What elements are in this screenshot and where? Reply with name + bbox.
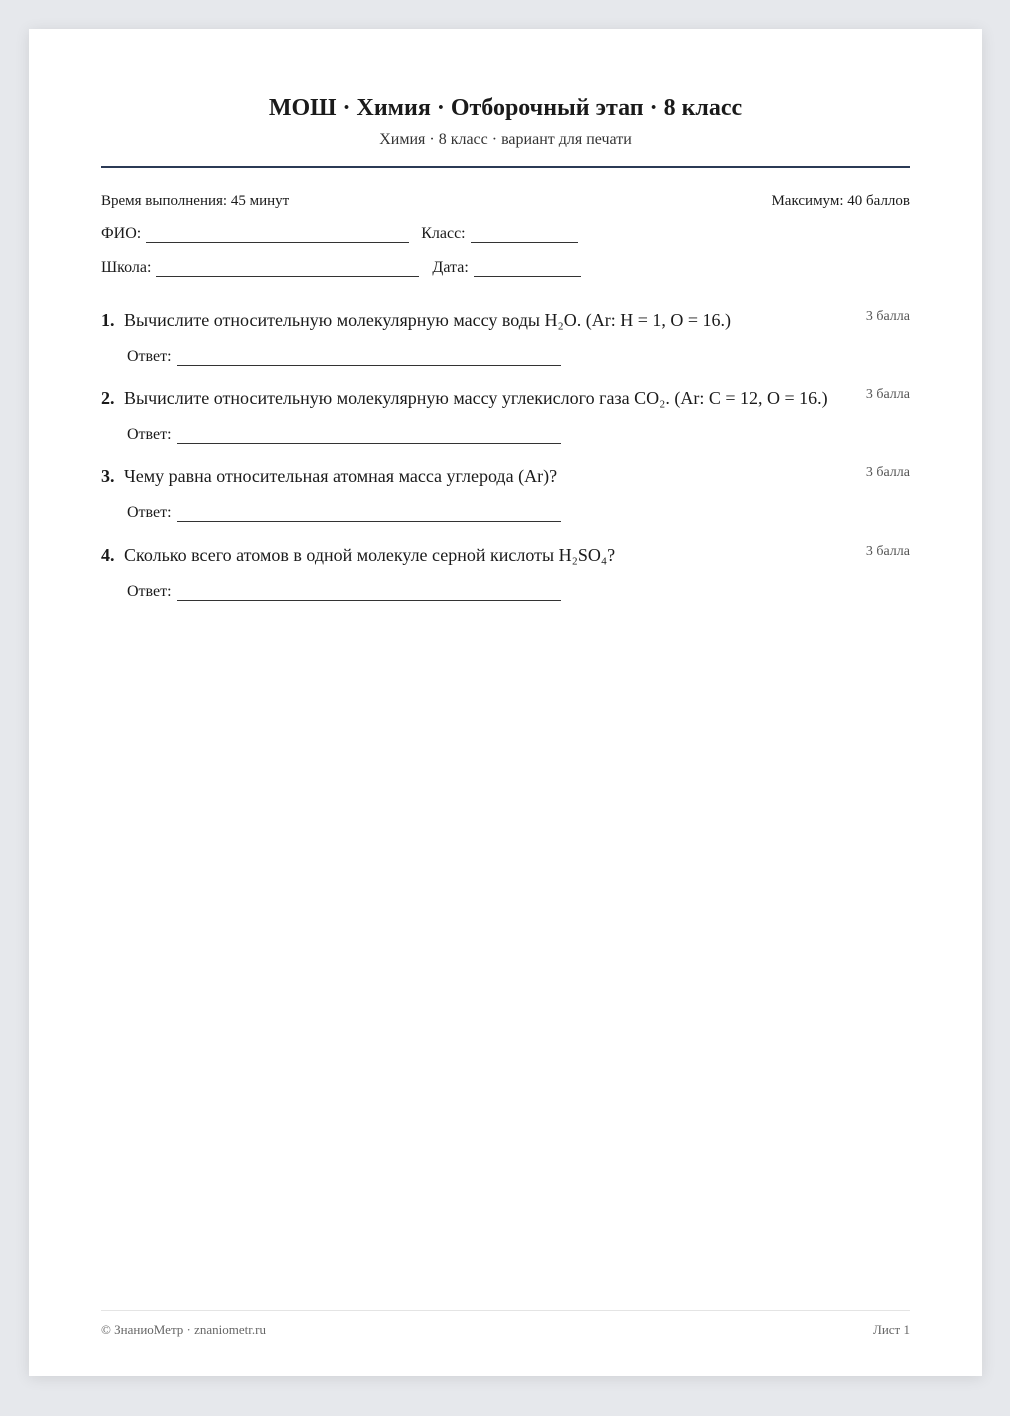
footer-divider: [101, 1310, 910, 1311]
question-points: 3 балла: [865, 465, 910, 480]
school-label: Школа:: [101, 259, 152, 276]
question-2: [101, 388, 910, 444]
answer-label: Ответ:: [127, 426, 172, 443]
question-number: 2.: [101, 388, 115, 408]
answer-field[interactable]: [177, 507, 561, 522]
class-label: Класс:: [421, 225, 466, 242]
answer-label: Ответ:: [127, 504, 172, 521]
question-text: Вычислите относительную молекулярную массу углекислого газа CO₂. (Ar: C = 12, O = 16.): [124, 388, 828, 408]
question-number: 4.: [101, 545, 115, 565]
question-points: 3 балла: [865, 309, 910, 324]
question-points: 3 балла: [865, 387, 910, 402]
question-text: Сколько всего атомов в одной молекуле серной кислоты H₂SO₄?: [124, 545, 616, 565]
question-number: 3.: [101, 466, 115, 486]
fio-field[interactable]: [146, 228, 409, 243]
date-label: Дата:: [432, 259, 469, 276]
fio-class-row: [101, 225, 578, 243]
document-sheet: [29, 29, 982, 1376]
question-4: [101, 545, 910, 601]
question-text: Чему равна относительная атомная масса углерода (Ar)?: [124, 466, 558, 486]
page-title: МОШ · Химия · Отборочный этап · 8 класс: [268, 95, 743, 121]
page-subtitle: Химия · 8 класс · вариант для печати: [379, 131, 632, 148]
class-field[interactable]: [471, 228, 578, 243]
question-points: 3 балла: [865, 544, 910, 559]
footer-copyright: © ЗнаниоМетр · znaniometr.ru: [101, 1322, 266, 1337]
school-field[interactable]: [156, 262, 419, 277]
header-divider: [101, 166, 910, 168]
school-date-row: [101, 259, 581, 277]
time-limit: Время выполнения: 45 минут: [101, 193, 290, 209]
question-number: 1.: [101, 310, 115, 330]
question-text: Вычислите относительную молекулярную массу воды H₂O. (Ar: H = 1, O = 16.): [124, 310, 732, 330]
answer-field[interactable]: [177, 429, 561, 444]
max-score: Максимум: 40 баллов: [771, 193, 910, 209]
date-field[interactable]: [474, 262, 581, 277]
answer-label: Ответ:: [127, 583, 172, 600]
sheet-content: [101, 29, 910, 1376]
answer-field[interactable]: [177, 586, 561, 601]
answer-label: Ответ:: [127, 348, 172, 365]
question-3: [101, 466, 910, 522]
question-1: [101, 310, 910, 366]
answer-field[interactable]: [177, 351, 561, 366]
fio-label: ФИО:: [101, 225, 142, 242]
footer-page-number: Лист 1: [873, 1322, 910, 1337]
